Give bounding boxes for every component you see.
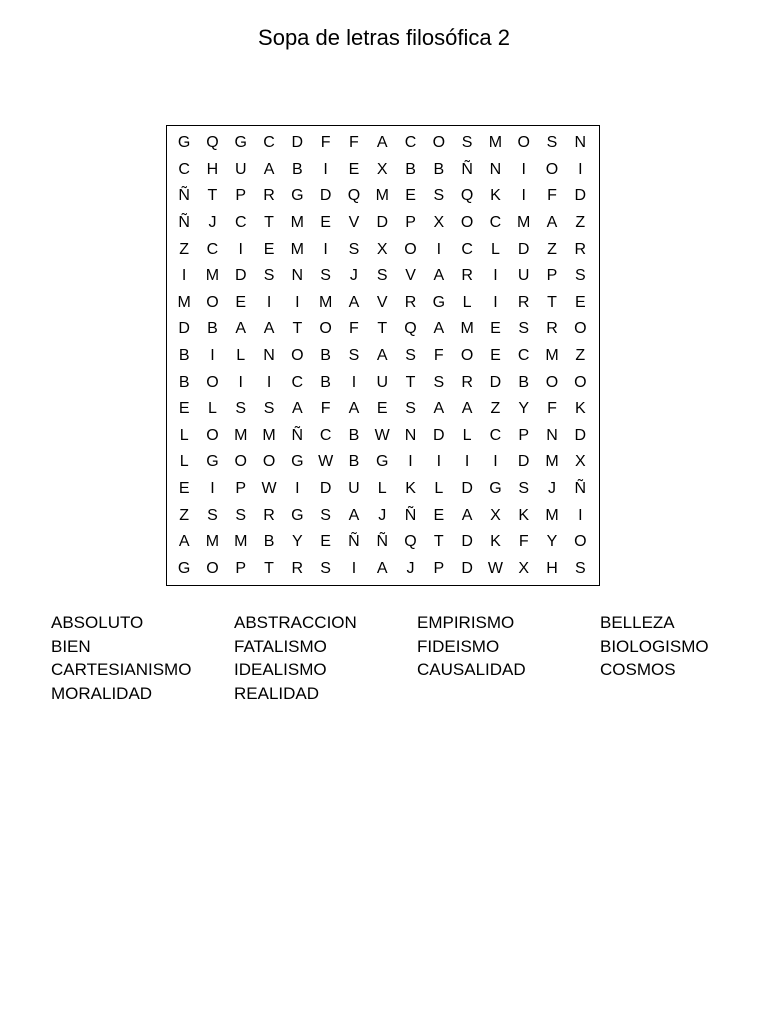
grid-letter: B [320, 347, 331, 365]
grid-letter: M [545, 347, 559, 365]
grid-letter: F [349, 320, 359, 338]
grid-letter: Ñ [178, 187, 190, 205]
grid-letter: T [207, 187, 218, 205]
grid-letter: N [489, 160, 502, 178]
grid-letter: T [264, 559, 274, 577]
grid-letter: C [461, 240, 473, 258]
grid-letter: S [263, 400, 275, 418]
grid-letter: Q [404, 320, 417, 338]
grid-letter: S [348, 240, 360, 258]
grid-letter: I [181, 267, 187, 285]
grid-letter: I [521, 187, 526, 205]
word-search-grid [170, 130, 594, 582]
grid-letter: L [179, 453, 189, 471]
grid-letter: B [263, 533, 275, 551]
grid-letter: S [574, 267, 586, 285]
grid-letter: H [546, 559, 558, 577]
grid-letter: G [376, 453, 389, 471]
grid-letter: E [490, 347, 501, 365]
grid-letter: O [206, 293, 219, 311]
grid-letter: F [320, 134, 331, 152]
grid-letter: G [206, 453, 219, 471]
grid-letter: C [206, 240, 219, 258]
grid-letter: A [433, 320, 445, 338]
grid-letter: S [405, 347, 416, 365]
grid-letter: B [518, 373, 530, 391]
grid-letter: I [266, 373, 272, 391]
grid-letter: G [291, 187, 304, 205]
grid-letter: O [574, 373, 587, 391]
grid-letter: G [234, 134, 247, 152]
grid-letter: Q [347, 187, 361, 205]
grid-letter: C [291, 373, 304, 391]
word-list-item: ABSOLUTO [51, 613, 144, 632]
grid-letter: P [405, 214, 416, 232]
grid-letter: A [433, 400, 445, 418]
grid-letter: L [434, 480, 444, 498]
grid-letter: M [318, 293, 333, 311]
grid-letter: J [548, 480, 556, 498]
grid-letter: F [433, 347, 444, 365]
grid-letter: L [377, 480, 387, 498]
grid-letter: N [263, 347, 275, 365]
grid-letter: Y [292, 533, 303, 551]
grid-letter: N [574, 134, 587, 152]
grid-letter: G [291, 506, 304, 524]
grid-letter: Q [206, 134, 219, 152]
grid-letter: C [489, 426, 502, 444]
grid-letter: R [461, 267, 473, 285]
grid-letter: Ñ [348, 533, 360, 551]
grid-letter: O [545, 160, 559, 178]
grid-letter: A [376, 347, 388, 365]
grid-letter: E [235, 293, 247, 311]
grid-letter: I [436, 453, 442, 471]
grid-letter: R [263, 506, 275, 524]
grid-letter: M [545, 453, 559, 471]
grid-letter: B [348, 426, 360, 444]
grid-letter: O [545, 373, 559, 391]
grid-letter: K [490, 533, 501, 551]
grid-letter: D [461, 480, 473, 498]
word-list-item: REALIDAD [234, 683, 320, 703]
grid-letter: B [405, 160, 416, 178]
grid-letter: D [489, 373, 502, 391]
grid-letter: T [405, 373, 416, 391]
grid-letter: I [295, 293, 300, 311]
word-list-item: FIDEISMO [417, 636, 500, 656]
grid-letter: Z [547, 240, 557, 258]
grid-letter: P [235, 480, 247, 498]
grid-letter: M [488, 134, 503, 152]
grid-letter: J [208, 214, 217, 232]
grid-letter: X [376, 160, 388, 178]
grid-letter: W [318, 453, 334, 471]
word-list [51, 611, 740, 705]
grid-letter: L [207, 400, 217, 418]
grid-letter: V [348, 214, 360, 232]
grid-letter: B [178, 373, 190, 391]
grid-letter: C [517, 347, 530, 365]
grid-letter: M [545, 506, 559, 524]
grid-letter: M [205, 267, 220, 285]
grid-letter: D [433, 426, 445, 444]
grid-letter: L [462, 426, 472, 444]
grid-letter: A [263, 320, 275, 338]
grid-letter: M [234, 533, 248, 551]
grid-letter: T [264, 214, 274, 232]
grid-letter: B [178, 347, 190, 365]
grid-letter: I [210, 480, 215, 498]
grid-letter: A [348, 293, 360, 311]
grid-letter: G [432, 293, 446, 311]
grid-letter: F [547, 187, 557, 205]
grid-letter: M [290, 240, 304, 258]
grid-letter: I [493, 267, 498, 285]
grid-letter: S [235, 506, 247, 524]
grid-letter: E [178, 480, 190, 498]
grid-letter: A [433, 267, 445, 285]
grid-letter: A [376, 134, 388, 152]
grid-letter: P [546, 267, 558, 285]
grid-letter: P [235, 187, 247, 205]
word-list-item: ABSTRACCION [234, 613, 357, 632]
grid-letter: I [323, 240, 328, 258]
word-list-item: EMPIRISMO [417, 613, 515, 632]
grid-letter: S [320, 267, 331, 285]
grid-letter: A [348, 506, 360, 524]
grid-letter: T [433, 533, 444, 551]
grid-letter: S [320, 506, 331, 524]
grid-letter: I [493, 293, 498, 311]
grid-letter: B [433, 160, 445, 178]
grid-letter: X [433, 214, 445, 232]
grid-letter: I [266, 293, 272, 311]
grid-letter: N [404, 426, 417, 444]
grid-letter: C [263, 134, 275, 152]
grid-letter: A [263, 160, 275, 178]
grid-letter: C [234, 214, 247, 232]
grid-letter: O [517, 134, 530, 152]
grid-letter: O [574, 533, 587, 551]
grid-letter: D [319, 480, 332, 498]
grid-letter: D [234, 267, 247, 285]
grid-letter: O [206, 426, 219, 444]
grid-letter: X [490, 506, 501, 524]
grid-letter: E [178, 400, 190, 418]
grid-letter: S [433, 373, 445, 391]
grid-letter: O [234, 453, 247, 471]
grid-letter: H [206, 160, 219, 178]
grid-letter: Ñ [178, 214, 190, 232]
grid-letter: O [574, 320, 587, 338]
grid-letter: D [291, 134, 304, 152]
grid-letter: D [461, 533, 473, 551]
grid-letter: B [207, 320, 218, 338]
grid-letter: O [319, 320, 332, 338]
grid-letter: G [177, 134, 191, 152]
grid-letter: I [578, 160, 583, 178]
grid-letter: O [262, 453, 276, 471]
grid-letter: D [574, 187, 587, 205]
grid-letter: C [489, 214, 502, 232]
grid-letter: S [405, 400, 416, 418]
grid-letter: W [374, 426, 390, 444]
grid-letter: U [234, 160, 247, 178]
grid-letter: T [547, 293, 557, 311]
word-list-item: FATALISMO [234, 636, 327, 656]
grid-letter: R [574, 240, 587, 258]
grid-letter: Z [179, 506, 190, 524]
grid-letter: Ñ [461, 160, 473, 178]
grid-letter: J [406, 559, 415, 577]
grid-letter: W [261, 480, 277, 498]
grid-letter: I [351, 559, 357, 577]
page-title: Sopa de letras filosófica 2 [258, 25, 510, 50]
grid-letter: J [349, 267, 358, 285]
grid-letter: F [547, 400, 557, 418]
grid-letter: P [235, 559, 247, 577]
grid-letter: M [262, 426, 276, 444]
grid-letter: I [464, 453, 470, 471]
word-list-item: BELLEZA [600, 613, 675, 632]
grid-letter: P [518, 426, 530, 444]
grid-letter: A [461, 400, 473, 418]
grid-letter: K [574, 400, 586, 418]
word-list-item: CAUSALIDAD [417, 660, 526, 679]
grid-letter: Ñ [291, 426, 304, 444]
grid-letter: O [460, 347, 474, 365]
grid-letter: M [205, 533, 220, 551]
grid-letter: D [574, 426, 587, 444]
grid-letter: L [462, 293, 472, 311]
grid-letter: K [490, 187, 501, 205]
grid-letter: E [320, 533, 331, 551]
grid-letter: E [376, 400, 388, 418]
grid-letter: A [546, 214, 558, 232]
grid-letter: K [518, 506, 530, 524]
word-list-item: COSMOS [600, 660, 676, 679]
grid-letter: A [348, 400, 360, 418]
grid-letter: S [376, 267, 388, 285]
grid-letter: F [320, 400, 331, 418]
grid-letter: Y [518, 400, 530, 418]
grid-letter: Z [575, 347, 586, 365]
grid-letter: D [517, 453, 530, 471]
grid-letter: D [461, 559, 473, 577]
grid-letter: E [490, 320, 501, 338]
grid-letter: A [292, 400, 303, 418]
grid-letter: S [518, 320, 530, 338]
grid-letter: S [235, 400, 247, 418]
grid-letter: A [376, 559, 388, 577]
grid-letter: D [517, 240, 530, 258]
grid-letter: R [263, 187, 275, 205]
grid-letter: A [178, 533, 190, 551]
grid-letter: O [206, 559, 219, 577]
grid-letter: S [574, 559, 586, 577]
grid-letter: I [578, 506, 583, 524]
grid-letter: S [207, 506, 218, 524]
grid-letter: S [546, 134, 558, 152]
grid-letter: I [238, 240, 243, 258]
grid-letter: C [178, 160, 190, 178]
grid-letter: E [320, 214, 331, 232]
grid-letter: X [574, 453, 586, 471]
grid-letter: L [179, 426, 189, 444]
grid-letter: B [292, 160, 303, 178]
grid-letter: X [376, 240, 388, 258]
grid-letter: I [238, 373, 243, 391]
grid-letter: Z [490, 400, 501, 418]
grid-letter: S [461, 134, 473, 152]
grid-letter: Y [546, 533, 558, 551]
grid-letter: Q [460, 187, 474, 205]
grid-letter: G [291, 453, 304, 471]
grid-letter: O [291, 347, 304, 365]
grid-letter: Ñ [404, 506, 417, 524]
grid-letter: K [405, 480, 416, 498]
grid-letter: U [348, 480, 360, 498]
word-list-item: IDEALISMO [234, 660, 327, 679]
grid-letter: R [461, 373, 473, 391]
grid-letter: D [319, 187, 332, 205]
grid-letter: A [235, 320, 247, 338]
grid-letter: Z [179, 240, 190, 258]
grid-letter: R [404, 293, 417, 311]
grid-letter: M [517, 214, 531, 232]
grid-letter: X [518, 559, 530, 577]
word-list-item: MORALIDAD [51, 683, 153, 703]
grid-letter: I [521, 160, 526, 178]
grid-letter: I [210, 347, 215, 365]
grid-letter: N [546, 426, 558, 444]
grid-letter: D [178, 320, 190, 338]
grid-letter: O [432, 134, 446, 152]
grid-letter: C [404, 134, 417, 152]
grid-letter: N [291, 267, 304, 285]
grid-letter: Q [404, 533, 417, 551]
grid-letter: Z [575, 214, 586, 232]
grid-letter: O [404, 240, 417, 258]
grid-letter: Ñ [574, 480, 587, 498]
grid-letter: S [348, 347, 360, 365]
grid-letter: S [320, 559, 331, 577]
grid-letter: E [348, 160, 360, 178]
grid-letter: E [405, 187, 416, 205]
grid-letter: R [546, 320, 558, 338]
grid-letter: T [292, 320, 303, 338]
grid-letter: I [493, 453, 498, 471]
grid-letter: L [490, 240, 500, 258]
grid-letter: L [236, 347, 246, 365]
grid-letter: B [348, 453, 360, 471]
grid-letter: S [433, 187, 445, 205]
grid-letter: R [291, 559, 304, 577]
grid-letter: M [375, 187, 389, 205]
grid-letter: Ñ [376, 533, 388, 551]
grid-letter: V [405, 267, 416, 285]
grid-letter: C [319, 426, 332, 444]
grid-letter: R [517, 293, 530, 311]
grid-letter: G [177, 559, 191, 577]
grid-letter: W [487, 559, 503, 577]
grid-letter: J [378, 506, 387, 524]
grid-letter: U [517, 267, 530, 285]
grid-letter: S [263, 267, 275, 285]
grid-letter: S [518, 480, 530, 498]
word-list-item: BIOLOGISMO [600, 636, 709, 656]
grid-letter: B [320, 373, 331, 391]
grid-letter: T [377, 320, 388, 338]
grid-letter: E [263, 240, 275, 258]
grid-letter: I [351, 373, 357, 391]
grid-letter: G [489, 480, 502, 498]
grid-letter: F [349, 134, 359, 152]
grid-letter: U [376, 373, 388, 391]
grid-letter: M [290, 214, 304, 232]
grid-letter: M [177, 293, 191, 311]
grid-letter: D [376, 214, 388, 232]
grid-letter: E [433, 506, 445, 524]
grid-letter: I [323, 160, 328, 178]
grid-letter: O [206, 373, 219, 391]
grid-letter: E [574, 293, 586, 311]
grid-letter: M [460, 320, 474, 338]
grid-letter: M [234, 426, 248, 444]
grid-letter: V [376, 293, 388, 311]
grid-letter: A [461, 506, 473, 524]
word-list-item: BIEN [51, 636, 91, 656]
grid-letter: I [295, 480, 300, 498]
grid-letter: I [408, 453, 413, 471]
grid-letter: P [433, 559, 445, 577]
word-list-item: CARTESIANISMO [51, 660, 192, 679]
grid-letter: F [518, 533, 529, 551]
grid-letter: O [460, 214, 474, 232]
grid-letter: I [436, 240, 442, 258]
